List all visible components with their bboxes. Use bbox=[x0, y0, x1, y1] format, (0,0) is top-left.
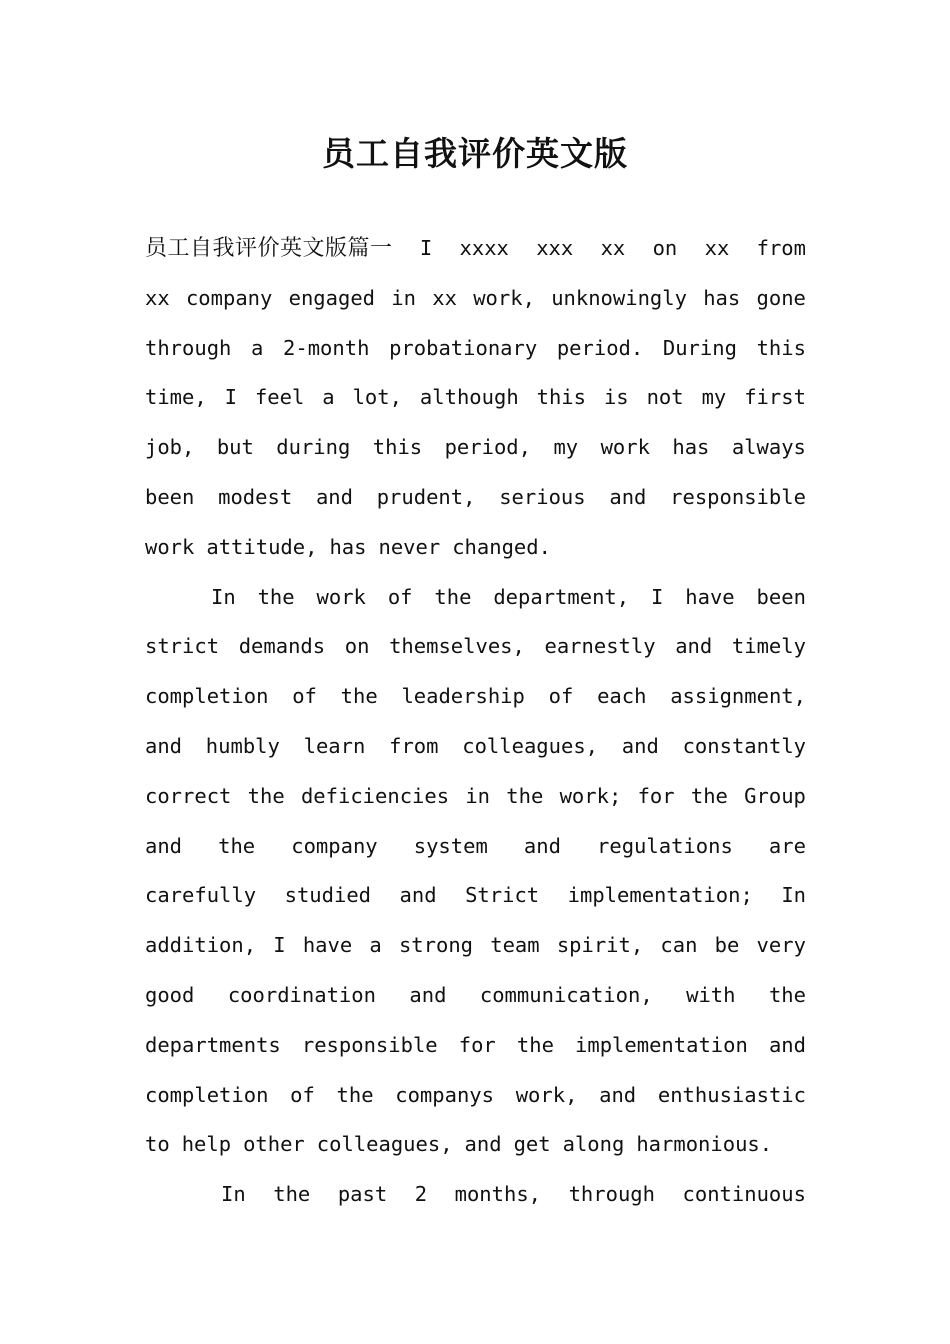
word: demands bbox=[238, 634, 326, 659]
word: changed. bbox=[452, 534, 551, 559]
paragraph bbox=[145, 1170, 806, 1220]
word: companys bbox=[395, 1082, 494, 1107]
word: company bbox=[185, 285, 273, 310]
word: the bbox=[273, 1182, 311, 1207]
text-line bbox=[145, 672, 806, 722]
text-line bbox=[145, 1120, 806, 1170]
word: I bbox=[651, 584, 664, 609]
word: very bbox=[756, 933, 806, 958]
paragraph bbox=[145, 573, 806, 1171]
word: Strict bbox=[465, 883, 540, 908]
word: period, bbox=[444, 435, 531, 460]
word: responsible bbox=[301, 1032, 438, 1057]
word: enthusiastic bbox=[657, 1082, 806, 1107]
word: work, bbox=[515, 1082, 578, 1107]
word: xx bbox=[145, 285, 170, 310]
word: regulations bbox=[597, 833, 733, 858]
word: and bbox=[621, 733, 659, 758]
word: not bbox=[646, 385, 684, 410]
word: completion bbox=[145, 684, 269, 709]
word: gone bbox=[756, 285, 806, 310]
word: work; bbox=[559, 783, 622, 808]
word: and bbox=[145, 833, 183, 858]
word: themselves, bbox=[389, 634, 525, 659]
word: always bbox=[731, 435, 806, 460]
word: In bbox=[211, 584, 236, 609]
word: strong bbox=[398, 933, 474, 958]
word: and bbox=[315, 484, 353, 509]
word: this bbox=[756, 335, 806, 360]
word: the bbox=[434, 584, 472, 609]
word: 2-month bbox=[283, 335, 370, 360]
word: team bbox=[490, 933, 540, 958]
word: feel bbox=[254, 385, 305, 410]
word: colleagues, bbox=[462, 733, 599, 758]
word: I bbox=[224, 385, 238, 410]
word: be bbox=[714, 933, 740, 958]
word: and bbox=[409, 982, 447, 1007]
word: deficiencies bbox=[300, 783, 450, 808]
word: never bbox=[378, 534, 441, 559]
word: period. bbox=[556, 335, 644, 360]
word: company bbox=[291, 833, 378, 858]
word: been bbox=[756, 584, 806, 609]
word: work, bbox=[473, 285, 535, 310]
word: in bbox=[465, 783, 491, 808]
word: has bbox=[672, 435, 710, 460]
word: implementation bbox=[575, 1032, 748, 1057]
word: on bbox=[344, 634, 370, 659]
word: coordination bbox=[227, 982, 376, 1007]
text-line bbox=[145, 871, 806, 921]
word: Group bbox=[744, 783, 806, 808]
text-line bbox=[145, 772, 806, 822]
word: assignment, bbox=[670, 684, 806, 709]
word: each bbox=[597, 684, 647, 709]
word: constantly bbox=[682, 733, 806, 758]
word: continuous bbox=[682, 1182, 806, 1207]
word: xx bbox=[432, 285, 457, 310]
word: to bbox=[145, 1132, 170, 1157]
word: this bbox=[372, 435, 423, 460]
word: harmonious. bbox=[636, 1132, 773, 1157]
word: during bbox=[276, 435, 351, 460]
word: help bbox=[181, 1132, 232, 1157]
word: of bbox=[548, 684, 574, 709]
word: addition, bbox=[145, 933, 257, 958]
text-line bbox=[145, 971, 806, 1021]
word: In bbox=[781, 883, 806, 908]
word: is bbox=[603, 385, 629, 410]
word: have bbox=[302, 933, 353, 958]
word: serious bbox=[499, 484, 586, 509]
word: system bbox=[413, 833, 488, 858]
document-body bbox=[145, 224, 806, 1220]
text-line bbox=[145, 1170, 806, 1220]
word: probationary bbox=[389, 335, 538, 360]
text-line bbox=[145, 423, 806, 473]
word: the bbox=[506, 783, 544, 808]
word: this bbox=[536, 385, 586, 410]
text-line bbox=[145, 722, 806, 772]
word: communication, bbox=[479, 982, 653, 1007]
word: the bbox=[247, 783, 285, 808]
word: along bbox=[562, 1132, 625, 1157]
word: lot, bbox=[352, 385, 402, 410]
word: have bbox=[685, 584, 735, 609]
word: and bbox=[599, 1082, 637, 1107]
word: During bbox=[662, 335, 737, 360]
text-line bbox=[145, 373, 806, 423]
word: xxxx bbox=[459, 236, 509, 260]
word: past bbox=[337, 1182, 388, 1207]
word: responsible bbox=[670, 484, 806, 509]
word: has bbox=[703, 285, 741, 310]
word: 员工自我评价英文版篇一 bbox=[145, 236, 393, 261]
word: humbly bbox=[205, 733, 280, 758]
word: but bbox=[216, 435, 254, 460]
word: job, bbox=[145, 435, 195, 460]
word: and bbox=[464, 1132, 502, 1157]
word: department, bbox=[493, 584, 630, 609]
word: my bbox=[701, 385, 727, 410]
word: with bbox=[686, 982, 736, 1007]
word: on bbox=[652, 236, 678, 260]
word: and bbox=[768, 1032, 806, 1057]
word: and bbox=[523, 833, 561, 858]
word: In bbox=[221, 1182, 246, 1207]
word: of bbox=[290, 1082, 315, 1107]
text-line bbox=[145, 523, 806, 573]
text-line bbox=[145, 822, 806, 872]
word: although bbox=[419, 385, 519, 410]
word: other bbox=[243, 1132, 305, 1157]
word: the bbox=[218, 833, 256, 858]
text-line bbox=[145, 921, 806, 971]
word: in bbox=[391, 285, 416, 310]
word: timely bbox=[731, 634, 806, 659]
word: from bbox=[756, 236, 806, 260]
word: and bbox=[145, 733, 183, 758]
word: time, bbox=[145, 385, 207, 410]
word: the bbox=[340, 684, 378, 709]
word: unknowingly bbox=[551, 285, 687, 310]
text-line bbox=[145, 274, 806, 324]
word: are bbox=[768, 833, 806, 858]
word: through bbox=[568, 1182, 655, 1207]
text-line bbox=[145, 622, 806, 672]
word: has bbox=[329, 534, 367, 559]
word: and bbox=[399, 883, 437, 908]
word: get bbox=[513, 1132, 551, 1157]
word: of bbox=[292, 684, 317, 709]
word: through bbox=[145, 335, 232, 360]
word: the bbox=[257, 584, 295, 609]
word: a bbox=[322, 385, 335, 410]
word: modest bbox=[218, 484, 293, 509]
word: prudent, bbox=[376, 484, 476, 509]
word: and bbox=[609, 484, 647, 509]
word: attitude, bbox=[206, 534, 318, 559]
word: spirit, bbox=[556, 933, 644, 958]
word: xxx bbox=[536, 236, 574, 260]
word: colleagues, bbox=[316, 1132, 453, 1157]
paragraph bbox=[145, 224, 806, 573]
text-line bbox=[145, 473, 806, 523]
word: good bbox=[145, 982, 195, 1007]
word: strict bbox=[145, 634, 220, 659]
word: the bbox=[768, 982, 806, 1007]
word: the bbox=[690, 783, 728, 808]
word: I bbox=[419, 236, 433, 260]
word: studied bbox=[284, 883, 372, 908]
word: correct bbox=[145, 783, 232, 808]
word: work bbox=[316, 584, 366, 609]
word: carefully bbox=[145, 883, 257, 908]
word: a bbox=[369, 933, 382, 958]
word: from bbox=[389, 733, 439, 758]
word: earnestly bbox=[544, 634, 656, 659]
word: of bbox=[387, 584, 413, 609]
word: for bbox=[637, 783, 675, 808]
word: learn bbox=[303, 733, 366, 758]
word: first bbox=[744, 385, 806, 410]
word: 2 bbox=[414, 1182, 428, 1207]
word: and bbox=[675, 634, 713, 659]
word: implementation; bbox=[567, 883, 753, 908]
word: been bbox=[145, 484, 195, 509]
word: for bbox=[458, 1032, 496, 1057]
text-line bbox=[145, 224, 806, 274]
word: work bbox=[145, 534, 195, 559]
word: can bbox=[660, 933, 698, 958]
word: my bbox=[553, 435, 579, 460]
text-line bbox=[145, 1021, 806, 1071]
word: work bbox=[600, 435, 650, 460]
word: a bbox=[251, 335, 264, 360]
text-line bbox=[145, 1071, 806, 1121]
text-line bbox=[145, 324, 806, 374]
word: departments bbox=[145, 1032, 281, 1057]
word: engaged bbox=[288, 285, 376, 310]
word: completion bbox=[145, 1082, 269, 1107]
word: xx bbox=[600, 236, 626, 260]
word: the bbox=[516, 1032, 554, 1057]
word: the bbox=[336, 1082, 374, 1107]
word: I bbox=[273, 933, 286, 958]
word: leadership bbox=[401, 684, 525, 709]
document-title: 员工自我评价英文版 bbox=[322, 134, 628, 173]
text-line bbox=[145, 573, 806, 623]
word: months, bbox=[454, 1182, 542, 1207]
word: xx bbox=[704, 236, 730, 260]
